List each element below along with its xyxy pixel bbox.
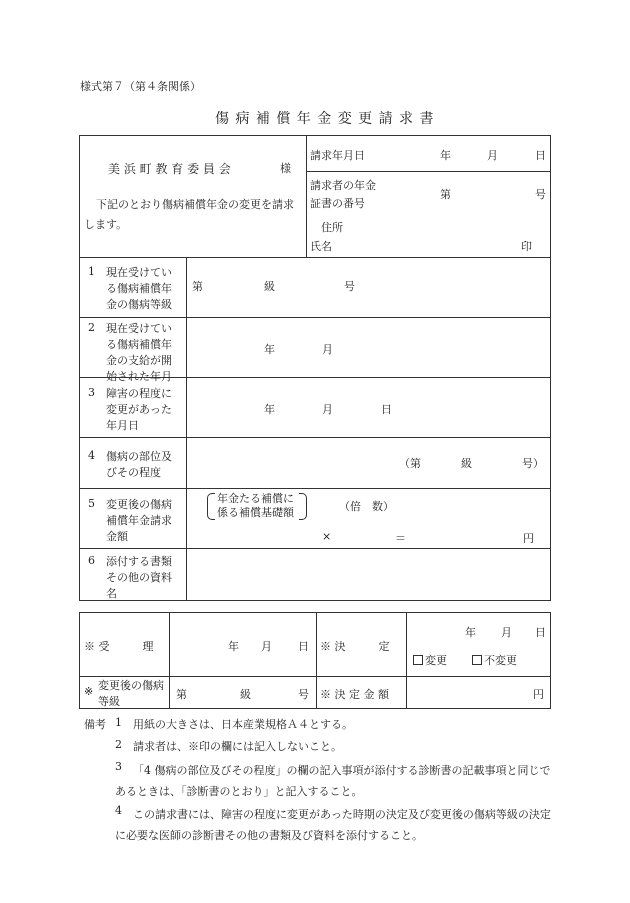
- notes-label: 備考: [84, 718, 106, 731]
- decision-day[interactable]: 日: [535, 626, 546, 639]
- note-3-text: 「4 傷病の部位及びその程度」の欄の記入事項が添付する診断書の記載事項と同じであるときは、「診断書のとおり」と記入すること。: [115, 764, 551, 798]
- request-date-label: 請求年月日: [310, 149, 365, 162]
- item-6-field[interactable]: [187, 549, 550, 600]
- item-4-num: 4: [88, 449, 95, 462]
- request-text: 下記のとおり傷病補償年金の変更を請求します。: [84, 198, 294, 231]
- grade-dai[interactable]: 第: [176, 688, 187, 701]
- note-2-num: 2: [115, 738, 122, 751]
- receipt-label: ※ 受 理: [84, 640, 154, 653]
- grade-kyu[interactable]: 級: [240, 688, 251, 701]
- item-4-dai[interactable]: （第: [399, 457, 421, 470]
- item-6-num: 6: [88, 554, 95, 567]
- grade-gou[interactable]: 号: [298, 688, 309, 701]
- changed-label: 変更: [425, 654, 447, 667]
- item-5-bracket-1: 年金たる補償に: [217, 492, 294, 505]
- item-2-year[interactable]: 年: [264, 343, 275, 356]
- decision-year[interactable]: 年: [465, 626, 476, 639]
- receipt-day[interactable]: 日: [298, 640, 309, 653]
- item-4-gou[interactable]: 号）: [522, 457, 544, 470]
- request-date-month[interactable]: 月: [487, 149, 498, 162]
- item-5-equals: ＝: [395, 532, 406, 545]
- item-5-num: 5: [88, 497, 95, 510]
- decision-label: ※ 決 定: [320, 640, 390, 653]
- item-3-day[interactable]: 日: [381, 403, 392, 416]
- note-4-num: 4: [115, 804, 122, 817]
- grade-mark: ※: [84, 685, 94, 698]
- item-3-month[interactable]: 月: [322, 403, 333, 416]
- pension-cert-label-2: 証書の番号: [310, 197, 365, 210]
- page-title: 傷 病 補 償 年 金 変 更 請 求 書: [215, 111, 435, 127]
- request-date-year[interactable]: 年: [440, 149, 451, 162]
- item-1-label: 現在受けている傷病補償年金の傷病等級: [106, 266, 172, 311]
- changed-option[interactable]: [413, 652, 447, 668]
- item-1-num: 1: [88, 265, 95, 278]
- item-6-label: 添付する書類その他の資料名: [106, 555, 172, 600]
- note-2-text: 請求者は、※印の欄には記入しないこと。: [133, 740, 342, 753]
- item-4-kyu[interactable]: 級: [461, 457, 472, 470]
- pension-cert-label-1: 請求者の年金: [310, 179, 376, 192]
- bracket-right: [299, 493, 307, 520]
- item-5-bracket-2: 係る補償基礎額: [217, 506, 294, 519]
- note-1-num: 1: [115, 716, 122, 729]
- bracket-left: [207, 493, 215, 520]
- amount-yen[interactable]: 円: [533, 688, 544, 701]
- not-changed-checkbox[interactable]: [472, 655, 482, 665]
- note-4-text: この請求書には、障害の程度に変更があった時期の決定及び変更後の傷病等級の決定に必要な医師の診断書その他の書類及び資料を添付すること。: [115, 808, 551, 842]
- item-3-num: 3: [88, 386, 95, 399]
- changed-checkbox[interactable]: [413, 655, 423, 665]
- note-3-num: 3: [115, 760, 122, 773]
- item-5-multiplier[interactable]: （倍 数）: [339, 500, 394, 513]
- address-label: 住所: [321, 221, 343, 234]
- item-1-dai[interactable]: 第: [192, 280, 203, 293]
- not-changed-option[interactable]: [472, 652, 517, 668]
- name-label: 氏名: [310, 240, 332, 253]
- addressee: 美 浜 町 教 育 委 員 会: [108, 162, 231, 176]
- item-5-label: 変更後の傷病補償年金請求金額: [106, 498, 172, 543]
- item-1-gou[interactable]: 号: [344, 280, 355, 293]
- item-2-label: 現在受けている傷病補償年金の支給が開始された年月: [106, 322, 172, 383]
- item-2-month[interactable]: 月: [322, 343, 333, 356]
- item-3-label: 障害の程度に変更があった年月日: [106, 387, 172, 432]
- receipt-month[interactable]: 月: [261, 640, 272, 653]
- receipt-year[interactable]: 年: [228, 640, 239, 653]
- item-2-num: 2: [88, 321, 95, 334]
- item-3-year[interactable]: 年: [264, 403, 275, 416]
- note-1-text: 用紙の大きさは、日本産業規格Ａ４とする。: [133, 718, 353, 731]
- request-date-day[interactable]: 日: [535, 149, 546, 162]
- decision-month[interactable]: 月: [501, 626, 512, 639]
- amount-label: ※ 決 定 金 額: [320, 688, 389, 701]
- seal-mark: 印: [521, 240, 532, 253]
- item-5-yen[interactable]: 円: [523, 532, 534, 545]
- not-changed-label: 不変更: [484, 654, 517, 667]
- pension-cert-gou[interactable]: 号: [535, 188, 546, 201]
- item-1-kyu[interactable]: 級: [264, 280, 275, 293]
- honorific: 様: [280, 162, 291, 175]
- item-4-label: 傷病の部位及びその程度: [106, 450, 172, 479]
- item-5-times: ×: [322, 530, 332, 543]
- pension-cert-dai[interactable]: 第: [440, 188, 451, 201]
- grade-label: 変更後の傷病等級: [98, 679, 164, 708]
- form-label: 様式第７（第４条関係）: [80, 80, 201, 93]
